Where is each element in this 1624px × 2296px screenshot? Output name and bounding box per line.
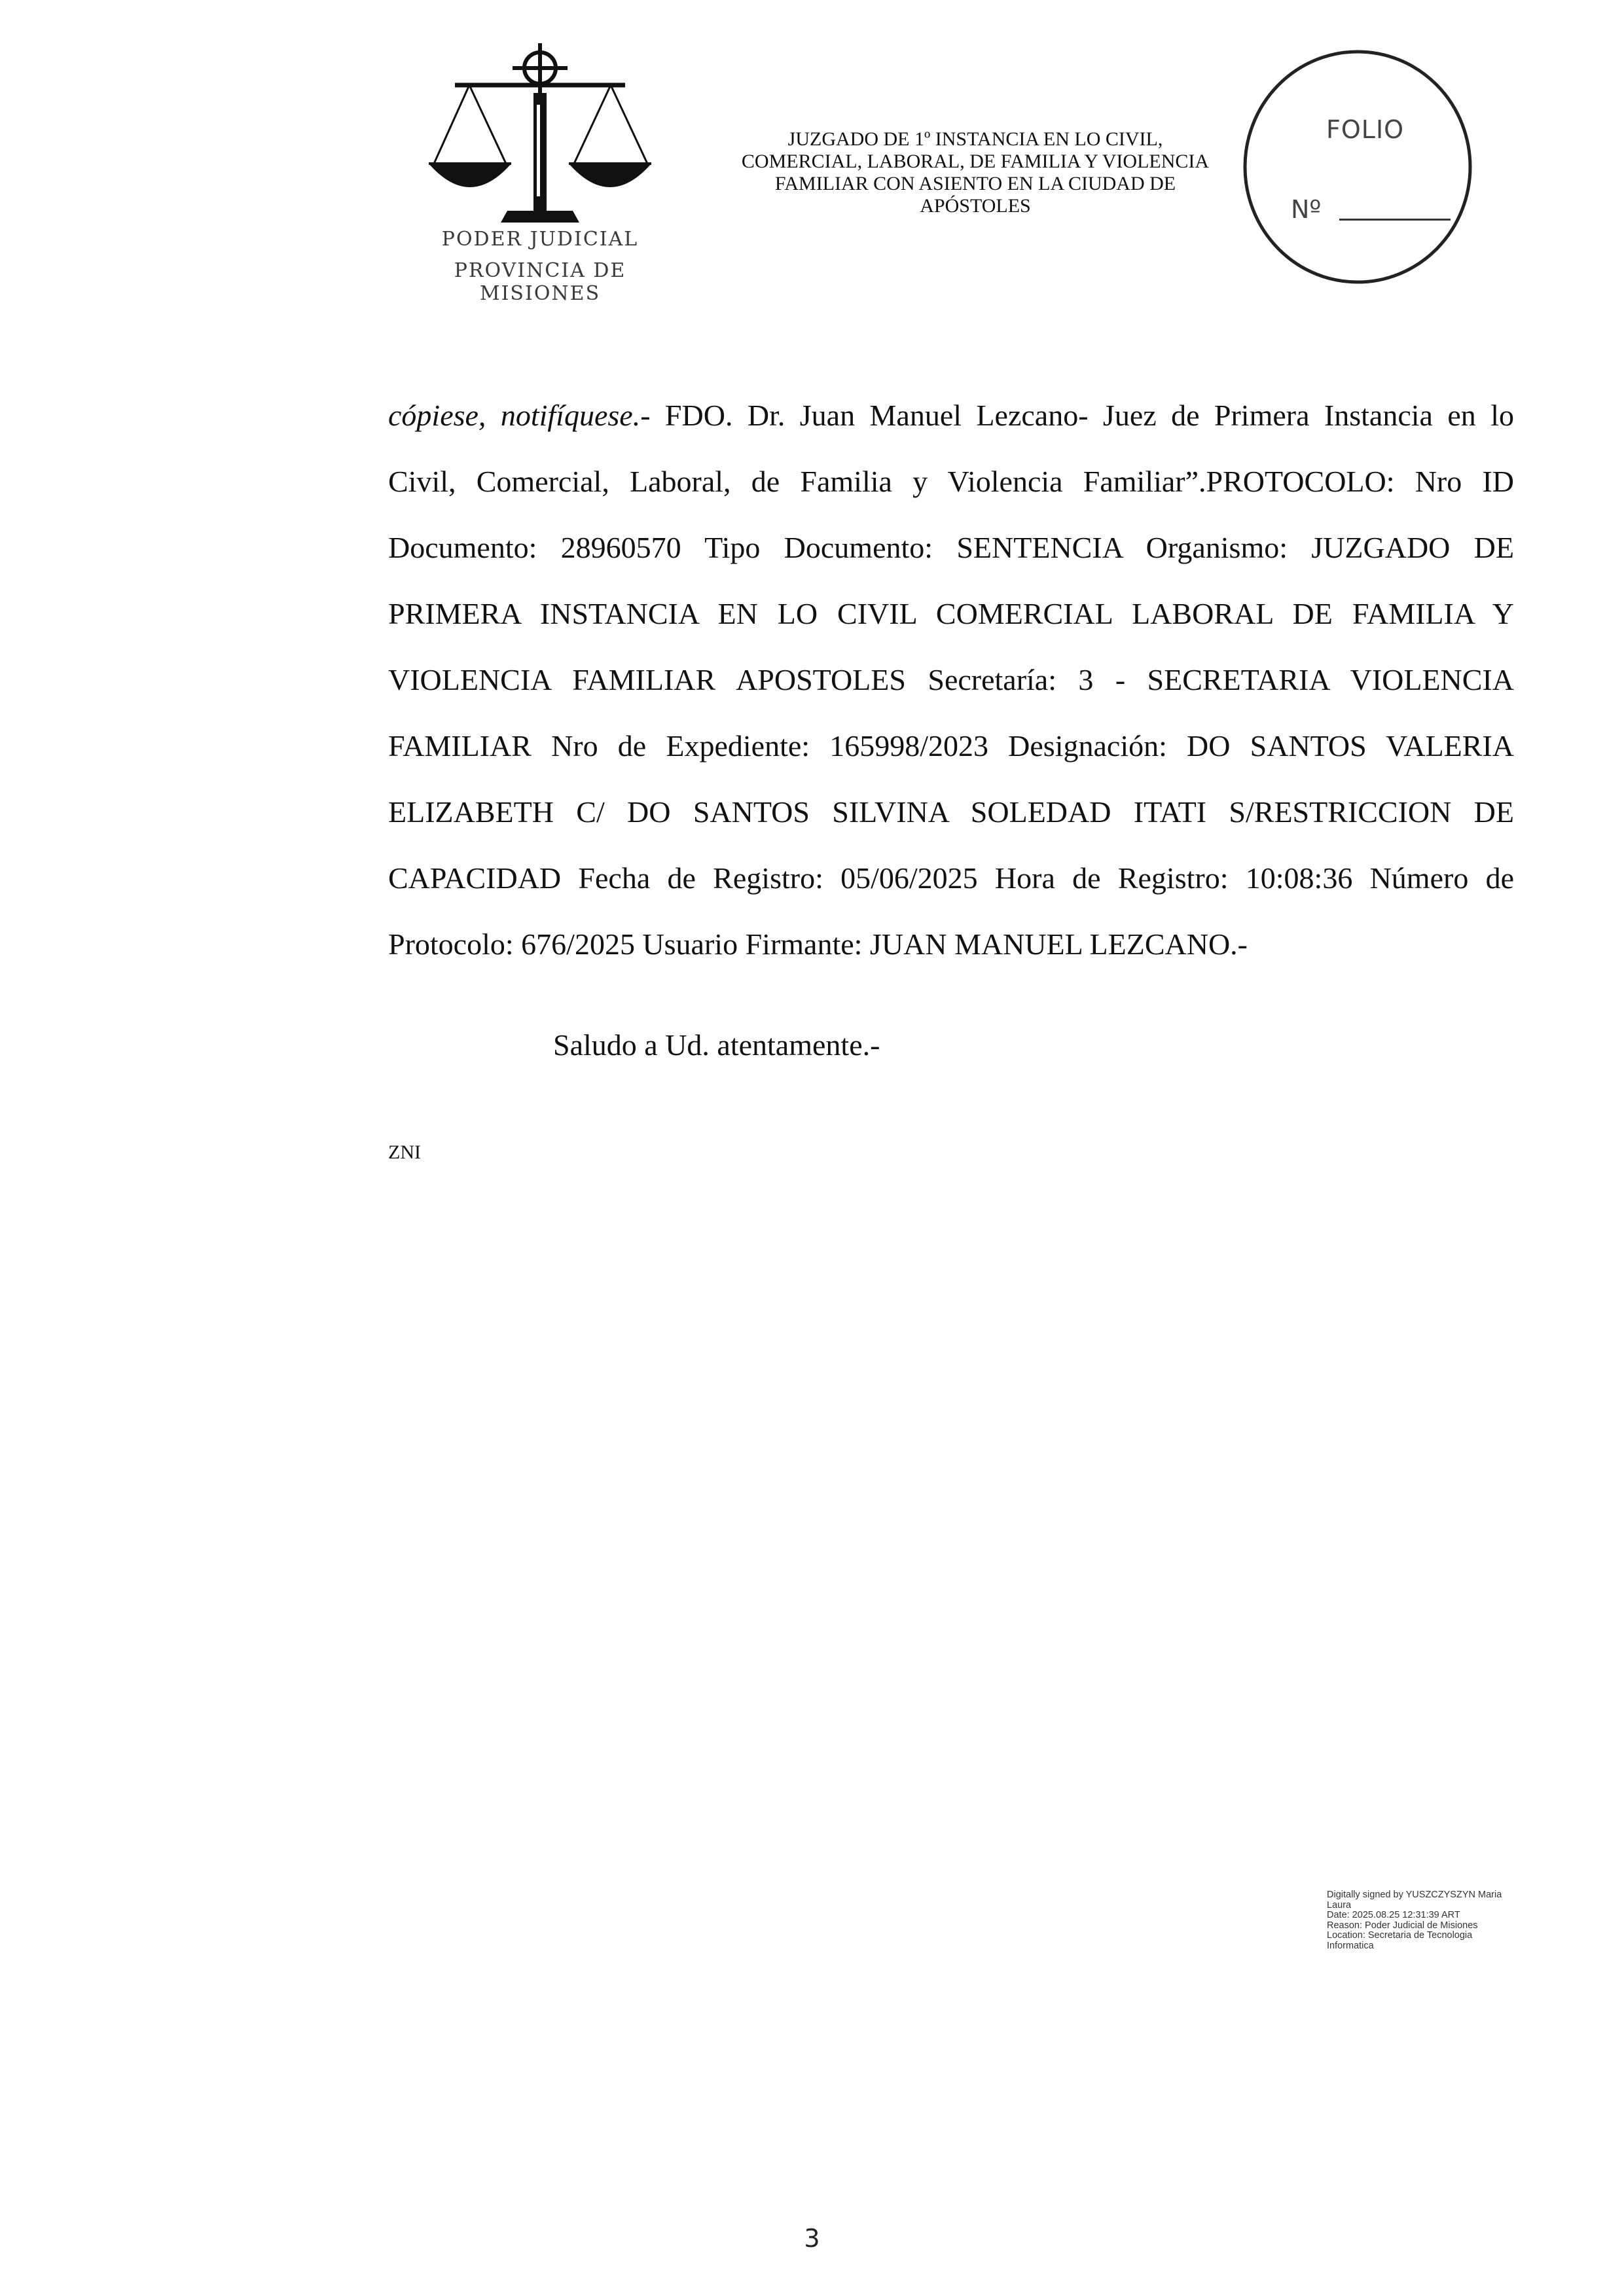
court-title-line: APÓSTOLES: [920, 195, 1031, 217]
signature-line: Date: 2025.08.25 12:31:39 ART: [1327, 1910, 1460, 1920]
logo-text-provincia: PROVINCIA DE MISIONES: [454, 259, 626, 305]
body-line: CAPACIDAD Fecha de Registro: 05/06/2025 Hora de Registro: 10:08:36 Número de: [388, 861, 1514, 895]
document-body: [388, 393, 1514, 988]
court-title-line: FAMILIAR CON ASIENTO EN LA CIUDAD DE: [774, 173, 1176, 194]
folio-stamp: [1241, 47, 1477, 289]
typist-initials: ZNI: [388, 1141, 421, 1163]
body-line: ELIZABETH C/ DO SANTOS SILVINA SOLEDAD ITATI S/RESTRICCION DE: [388, 795, 1514, 829]
signature-line: Digitally signed by YUSZCZYSZYN Maria: [1327, 1890, 1502, 1900]
body-line: PRIMERA INSTANCIA EN LO CIVIL COMERCIAL LABORAL DE FAMILIA Y: [388, 597, 1514, 630]
digital-signature-block: [1327, 1890, 1549, 1951]
folio-circle-icon: [1241, 47, 1477, 289]
court-title: [681, 128, 1270, 217]
body-line-last: Protocolo: 676/2025 Usuario Firmante: JUAN MANUEL LEZCANO.-: [388, 927, 1248, 961]
scales-of-justice-icon: [429, 39, 651, 236]
body-line: Documento: 28960570 Tipo Documento: SENTENCIA Organismo: JUZGADO DE: [388, 531, 1514, 564]
closing-salutation: Saludo a Ud. atentamente.-: [553, 1028, 880, 1062]
italic-phrase: cópiese, notifíquese.: [388, 399, 641, 432]
body-line: VIOLENCIA FAMILIAR APOSTOLES Secretaría: 3 - SECRETARIA VIOLENCIA: [388, 663, 1514, 696]
signature-line: Laura: [1327, 1899, 1352, 1910]
page-number: 3: [804, 2224, 820, 2253]
signature-line: Reason: Poder Judicial de Misiones: [1327, 1920, 1478, 1931]
poder-judicial-logo: [393, 39, 687, 305]
folio-number-label: Nº: [1291, 195, 1322, 224]
folio-number-blank: [1339, 219, 1451, 221]
body-line: FAMILIAR Nro de Expediente: 165998/2023 Designación: DO SANTOS VALERIA: [388, 729, 1514, 762]
body-line: [388, 393, 1514, 459]
body-text: - FDO. Dr. Juan Manuel Lezcano- Juez de Primera Instancia en lo: [640, 399, 1514, 432]
page-header: [0, 0, 1624, 308]
logo-text-poder-judicial: PODER JUDICIAL: [441, 228, 639, 251]
signature-line: Location: Secretaria de Tecnologia: [1327, 1930, 1473, 1941]
court-title-line: COMERCIAL, LABORAL, DE FAMILIA Y VIOLENCIA: [741, 151, 1210, 172]
signature-line: Informatica: [1327, 1940, 1374, 1951]
body-line: Civil, Comercial, Laboral, de Familia y Violencia Familiar”.PROTOCOLO: Nro ID: [388, 465, 1514, 498]
court-title-line: JUZGADO DE 1º INSTANCIA EN LO CIVIL,: [787, 128, 1163, 150]
folio-label: FOLIO: [1326, 115, 1405, 144]
